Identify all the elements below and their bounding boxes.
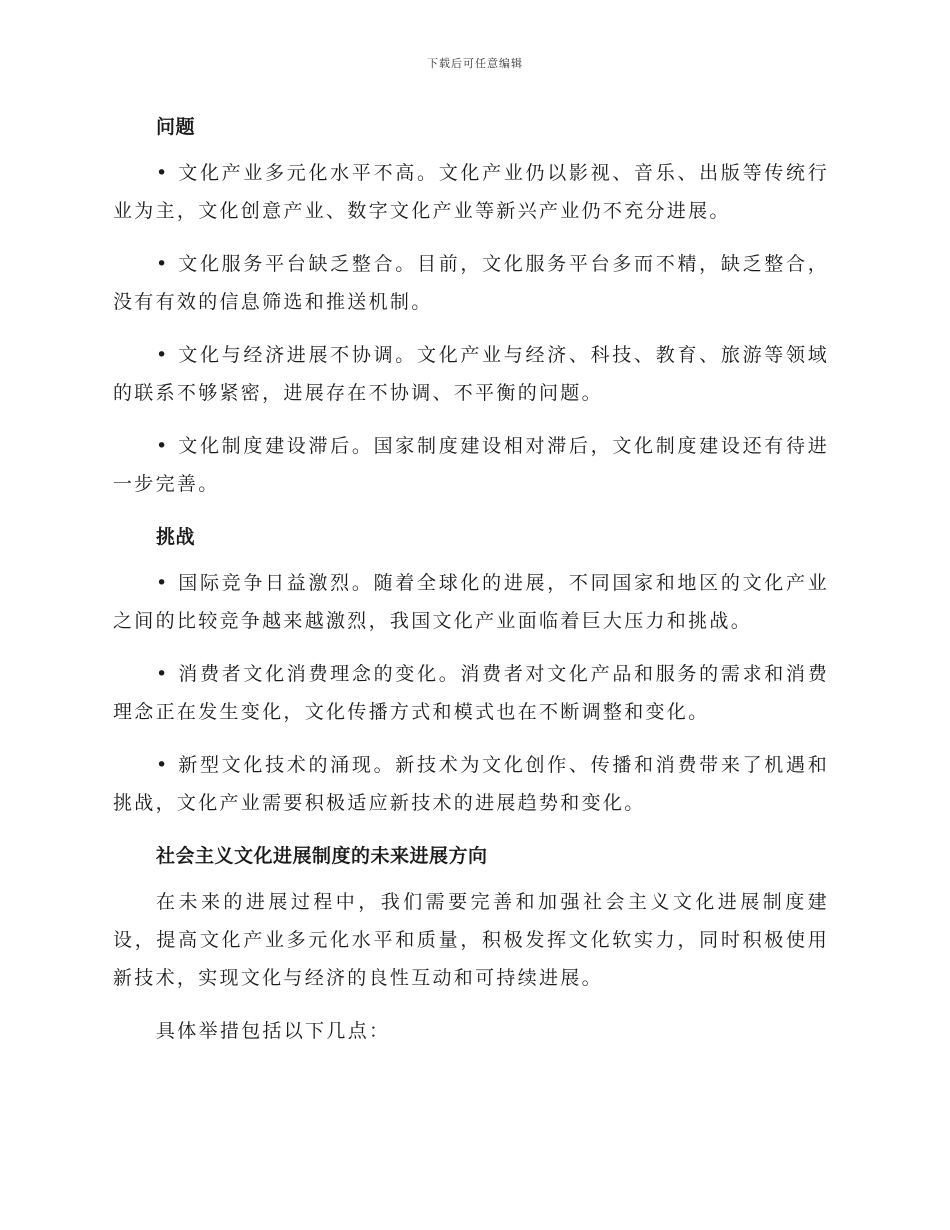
problem-item-2: • 文化服务平台缺乏整合。目前，文化服务平台多而不精，缺乏整合，没有有效的信息筛选和推送机制。 bbox=[113, 253, 829, 313]
future-paragraph-2: 具体举措包括以下几点： bbox=[156, 1020, 391, 1042]
document-body bbox=[113, 108, 829, 1050]
challenge-item-1: • 国际竞争日益激烈。随着全球化的进展，不同国家和地区的文化产业之间的比较竞争越来越激烈，我国文化产业面临着巨大压力和挑战。 bbox=[113, 572, 829, 632]
section-heading-future: 社会主义文化进展制度的未来进展方向 bbox=[156, 845, 488, 867]
section-heading-problems: 问题 bbox=[156, 116, 196, 138]
problem-item-4: • 文化制度建设滞后。国家制度建设相对滞后，文化制度建设还有待进一步完善。 bbox=[113, 435, 829, 495]
problem-item-1: • 文化产业多元化水平不高。文化产业仍以影视、音乐、出版等传统行业为主，文化创意产业、数字文化产业等新兴产业仍不充分进展。 bbox=[113, 162, 829, 222]
page-header-note: 下载后可任意编辑 bbox=[427, 57, 523, 70]
future-paragraph-1: 在未来的进展过程中，我们需要完善和加强社会主义文化进展制度建设，提高文化产业多元化水平和质量，积极发挥文化软实力，同时积极使用新技术，实现文化与经济的良性互动和可持续进展。 bbox=[113, 891, 829, 989]
challenge-item-2: • 消费者文化消费理念的变化。消费者对文化产品和服务的需求和消费理念正在发生变化，文化传播方式和模式也在不断调整和变化。 bbox=[113, 663, 829, 723]
challenge-item-3: • 新型文化技术的涌现。新技术为文化创作、传播和消费带来了机遇和挑战，文化产业需要积极适应新技术的进展趋势和变化。 bbox=[113, 754, 829, 814]
section-heading-challenges: 挑战 bbox=[156, 526, 196, 548]
problem-item-3: • 文化与经济进展不协调。文化产业与经济、科技、教育、旅游等领域的联系不够紧密，进展存在不协调、不平衡的问题。 bbox=[113, 344, 829, 404]
